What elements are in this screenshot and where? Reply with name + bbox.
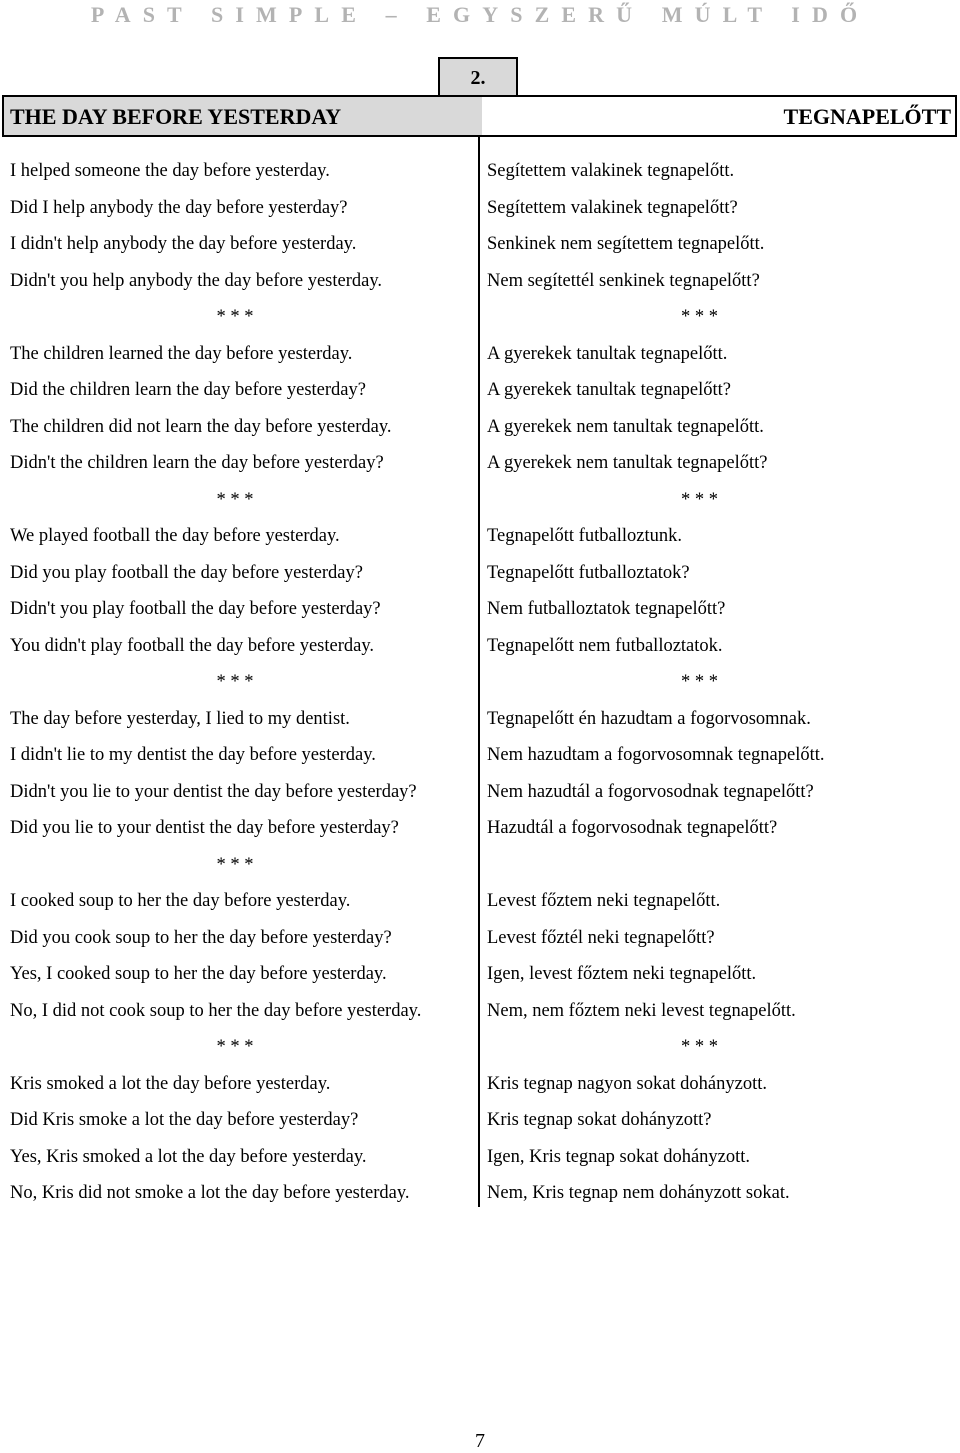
hungarian-separator: * * * [681, 672, 718, 692]
hungarian-line: Kris tegnap nagyon sokat dohányzott. [487, 1073, 768, 1094]
english-line: I didn't help anybody the day before yesterday. [10, 234, 357, 254]
english-separator: * * * [216, 672, 254, 692]
hungarian-line: Tegnapelőtt én hazudtam a fogorvosomnak. [487, 708, 811, 729]
english-line: The children learned the day before yesterday. [10, 343, 353, 364]
hungarian-line: Senkinek nem segítettem tegnapelőtt. [487, 234, 765, 254]
english-line: You didn't play football the day before yesterday. [10, 635, 375, 656]
english-line: Did the children learn the day before yesterday? [10, 380, 366, 400]
english-line: Kris smoked a lot the day before yesterday. [10, 1073, 331, 1094]
hungarian-line: Nem hazudtam a fogorvosomnak tegnapelőtt. [487, 745, 825, 765]
english-line: Didn't you help anybody the day before yesterday. [10, 270, 383, 291]
hungarian-separator: * * * [681, 307, 718, 327]
hungarian-line: Nem segítettél senkinek tegnapelőtt? [487, 270, 760, 291]
hungarian-line: Nem hazudtál a fogorvosodnak tegnapelőtt? [487, 781, 814, 802]
hungarian-line [487, 847, 952, 884]
english-column [10, 153, 470, 1212]
english-separator: * * * [216, 489, 254, 510]
hungarian-line: Levest főztél neki tegnapelőtt? [487, 927, 715, 948]
title-hungarian: TEGNAPELŐTT [783, 104, 951, 129]
hungarian-line: Nem, nem főztem neki levest tegnapelőtt. [487, 1000, 796, 1021]
english-line: We played football the day before yesterday. [10, 526, 340, 546]
english-separator: * * * [216, 1037, 254, 1057]
hungarian-line: Tegnapelőtt nem futballoztatok. [487, 635, 723, 656]
english-line: Yes, I cooked soup to her the day before yesterday. [10, 964, 387, 984]
title-english: THE DAY BEFORE YESTERDAY [4, 97, 482, 135]
english-line: Did Kris smoke a lot the day before yesterday? [10, 1110, 359, 1130]
hungarian-line: A gyerekek nem tanultak tegnapelőtt. [487, 416, 764, 437]
hungarian-line: A gyerekek tanultak tegnapelőtt. [487, 343, 728, 364]
hungarian-line: Levest főztem neki tegnapelőtt. [487, 891, 721, 911]
english-line: I didn't lie to my dentist the day before yesterday. [10, 745, 376, 765]
english-line: Didn't you play football the day before yesterday? [10, 599, 381, 619]
title-bar [2, 95, 957, 137]
section-number: 2. [438, 57, 518, 95]
english-line: Didn't the children learn the day before yesterday? [10, 453, 384, 473]
page-number: 7 [475, 1430, 485, 1452]
english-line: I cooked soup to her the day before yesterday. [10, 891, 351, 911]
hungarian-line: Segítettem valakinek tegnapelőtt. [487, 161, 735, 181]
hungarian-separator: * * * [681, 1037, 718, 1057]
hungarian-column [487, 153, 952, 1212]
english-line: Did I help anybody the day before yesterday? [10, 197, 348, 218]
english-line: Yes, Kris smoked a lot the day before yesterday. [10, 1146, 367, 1167]
hungarian-line: Nem futballoztatok tegnapelőtt? [487, 599, 726, 619]
hungarian-line: Igen, levest főztem neki tegnapelőtt. [487, 964, 757, 984]
english-line: No, I did not cook soup to her the day before yesterday. [10, 1000, 422, 1021]
hungarian-line: Tegnapelőtt futballoztunk. [487, 526, 682, 546]
hungarian-line: A gyerekek tanultak tegnapelőtt? [487, 380, 732, 400]
hungarian-line: Segítettem valakinek tegnapelőtt? [487, 197, 738, 218]
english-line: Did you lie to your dentist the day before yesterday? [10, 818, 399, 838]
english-separator: * * * [216, 854, 254, 875]
english-line: No, Kris did not smoke a lot the day before yesterday. [10, 1183, 410, 1203]
english-line: Did you play football the day before yesterday? [10, 562, 363, 583]
english-separator: * * * [216, 307, 254, 327]
hungarian-line: Tegnapelőtt futballoztatok? [487, 562, 690, 583]
hungarian-line: Igen, Kris tegnap sokat dohányzott. [487, 1146, 751, 1167]
english-line: Didn't you lie to your dentist the day before yesterday? [10, 781, 417, 802]
english-line: The children did not learn the day before yesterday. [10, 416, 392, 437]
english-line: Did you cook soup to her the day before yesterday? [10, 927, 392, 948]
english-line: I helped someone the day before yesterday. [10, 161, 330, 181]
running-head: PAST SIMPLE – EGYSZERŰ MÚLT IDŐ [90, 2, 870, 27]
hungarian-line: Hazudtál a fogorvosodnak tegnapelőtt? [487, 818, 778, 838]
column-divider [478, 137, 480, 1207]
english-line: The day before yesterday, I lied to my dentist. [10, 708, 350, 729]
hungarian-line: Nem, Kris tegnap nem dohányzott sokat. [487, 1183, 790, 1203]
hungarian-line: A gyerekek nem tanultak tegnapelőtt? [487, 453, 768, 473]
hungarian-separator: * * * [681, 489, 718, 510]
hungarian-line: Kris tegnap sokat dohányzott? [487, 1110, 712, 1130]
